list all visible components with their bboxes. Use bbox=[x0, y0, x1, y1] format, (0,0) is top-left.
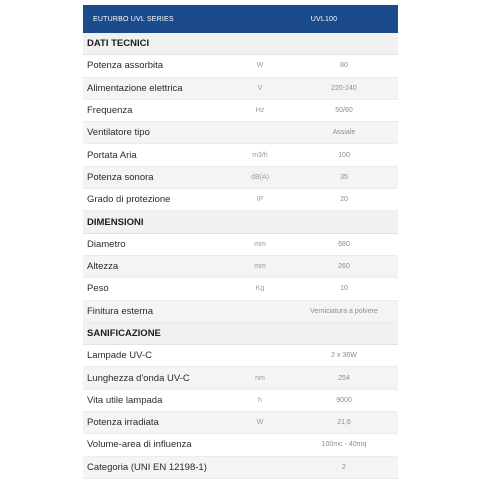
table-row bbox=[83, 278, 398, 300]
row-value: Verniciatura a polvere bbox=[310, 307, 378, 315]
table-row bbox=[83, 122, 398, 144]
table-row bbox=[83, 234, 398, 256]
row-value: 9000 bbox=[336, 396, 352, 404]
row-value: 21,6 bbox=[337, 419, 351, 427]
row-unit: Hz bbox=[255, 107, 265, 115]
table-header bbox=[83, 5, 398, 33]
row-value: 50/60 bbox=[335, 107, 353, 115]
row-unit: mm bbox=[254, 240, 266, 248]
model-name: UVL100 bbox=[310, 15, 338, 23]
row-label: Alimentazione elettrica bbox=[87, 82, 183, 94]
section-title: SANIFICAZIONE bbox=[87, 328, 161, 339]
row-label: Lampade UV-C bbox=[87, 350, 152, 362]
row-label: Potenza assorbita bbox=[87, 60, 164, 72]
row-label: Vita utile lampada bbox=[87, 394, 163, 406]
row-label: Lunghezza d'onda UV-C bbox=[87, 372, 190, 384]
row-value: Assiale bbox=[332, 129, 356, 137]
row-value: 80 bbox=[340, 62, 348, 70]
row-value: 680 bbox=[338, 240, 350, 248]
row-label: Frequenza bbox=[87, 105, 133, 117]
section-title: DIMENSIONI bbox=[87, 216, 144, 228]
row-value: 100mc - 40mq bbox=[321, 441, 367, 449]
table-body bbox=[83, 33, 398, 479]
row-unit: mm bbox=[254, 263, 266, 271]
row-value: 260 bbox=[338, 263, 350, 271]
row-label: Volume-area di influenza bbox=[87, 439, 192, 451]
row-value: 254 bbox=[338, 374, 350, 382]
row-value: 35 bbox=[340, 173, 348, 181]
table-row bbox=[83, 167, 398, 189]
row-label: Portata Aria bbox=[87, 149, 137, 161]
row-value: 10 bbox=[340, 285, 348, 293]
row-value: 20 bbox=[340, 196, 348, 204]
row-unit: V bbox=[257, 84, 263, 92]
row-unit: Kg bbox=[255, 285, 265, 293]
row-label: Grado di protezione bbox=[87, 194, 171, 206]
table-row bbox=[83, 345, 398, 367]
row-label: Finitura esterna bbox=[87, 305, 154, 317]
table-row bbox=[83, 55, 398, 77]
table-row bbox=[83, 412, 398, 434]
row-label: Potenza sonora bbox=[87, 171, 154, 183]
table-row bbox=[83, 144, 398, 166]
row-value: 100 bbox=[338, 151, 350, 159]
table-row bbox=[83, 390, 398, 412]
table-row bbox=[83, 78, 398, 100]
row-label: Potenza irradiata bbox=[87, 417, 159, 429]
section-title: DATI TECNICI bbox=[87, 38, 150, 50]
table-row bbox=[83, 100, 398, 122]
row-label: Altezza bbox=[87, 261, 119, 273]
row-unit: IP bbox=[256, 196, 264, 204]
section-header bbox=[83, 33, 398, 55]
row-unit: m3/h bbox=[252, 151, 268, 159]
row-unit: W bbox=[256, 419, 264, 427]
row-unit: dB(A) bbox=[251, 173, 269, 181]
row-unit: nm bbox=[255, 374, 265, 382]
table-row bbox=[83, 301, 398, 323]
table-row bbox=[83, 256, 398, 278]
row-label: Ventilatore tipo bbox=[87, 127, 150, 139]
row-label: Diametro bbox=[87, 238, 126, 250]
table-row bbox=[83, 434, 398, 456]
spec-table bbox=[83, 5, 398, 479]
row-label: Peso bbox=[87, 283, 109, 295]
table-row bbox=[83, 367, 398, 389]
section-header bbox=[83, 211, 398, 233]
row-label: Categoria (UNI EN 12198-1) bbox=[87, 461, 207, 473]
row-unit: W bbox=[256, 62, 264, 70]
section-header bbox=[83, 323, 398, 345]
row-value: 220-240 bbox=[331, 84, 357, 92]
row-value: 2 bbox=[342, 463, 346, 471]
table-row bbox=[83, 457, 398, 479]
row-unit: h bbox=[258, 396, 262, 404]
row-value: 2 x 36W bbox=[331, 352, 357, 360]
series-name: EUTURBO UVL SERIES bbox=[93, 15, 174, 23]
table-row bbox=[83, 189, 398, 211]
